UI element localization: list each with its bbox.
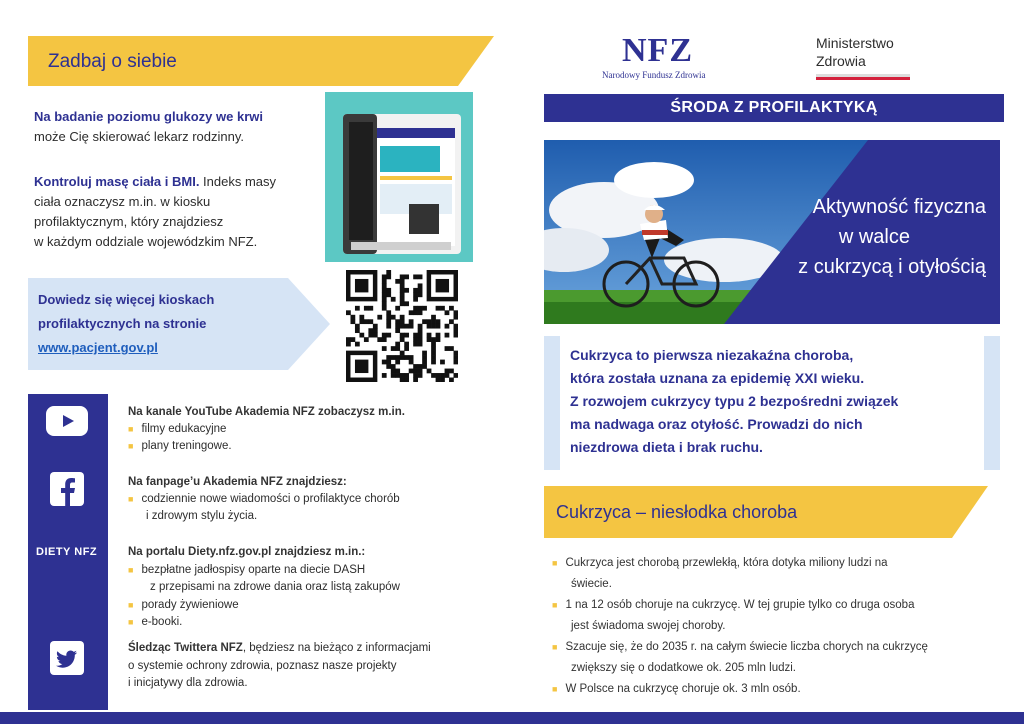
list-item: ■ e-booki. [128, 616, 183, 628]
diety-title: Na portalu Diety.nfz.gov.pl znajdziesz m.in.: [128, 546, 366, 558]
twitter-bold: Śledząc Twittera NFZ [128, 642, 243, 654]
kiosk-info-box [28, 278, 330, 370]
intro-line1: Cukrzyca to pierwsza niezakaźna choroba, [570, 347, 854, 363]
bottom-strip [0, 712, 1024, 724]
bmi-text [34, 172, 276, 252]
facebook-icon[interactable] [50, 472, 84, 506]
ministry-line1: Ministerstwo [816, 35, 894, 51]
cyclist-photo [544, 140, 1000, 324]
section-banner [544, 486, 988, 538]
fanpage-section [128, 474, 400, 525]
twitter-rest-3: i inicjatywy dla zdrowia. [128, 677, 248, 689]
kiosk-photo [325, 92, 473, 262]
list-item-continued: z przepisami na zdrowe dania oraz listą zakupów [150, 581, 400, 593]
nfz-logo [600, 32, 730, 84]
list-item-continued: zwiększy się o dodatkowe ok. 205 mln ludzi. [571, 662, 796, 674]
intro-line5: niezdrowa dieta i brak ruchu. [570, 439, 763, 455]
glucose-rest: może Cię skierować lekarz rodzinny. [34, 129, 244, 144]
left-banner-title: Zadbaj o siebie [48, 51, 177, 72]
nfz-logo-subtitle: Narodowy Fundusz Zdrowia [602, 70, 706, 80]
hero-title-line1: Aktywność fizyczna [812, 196, 986, 218]
list-item: ■ bezpłatne jadłospisy oparte na diecie DASH [128, 563, 366, 576]
section-title: Cukrzyca – niesłodka choroba [556, 502, 798, 522]
youtube-icon[interactable] [46, 406, 88, 436]
list-item: ■ W Polsce na cukrzycę choruje ok. 3 mln osób. [552, 683, 801, 695]
intro-line2: która została uznana za epidemię XXI wieku. [570, 370, 865, 386]
kiosk-info-line1: Dowiedz się więcej kioskach [38, 292, 215, 307]
qr-code-graphic [346, 270, 458, 382]
intro-line4: ma nadwaga oraz otyłość. Prowadzi do nich [570, 416, 863, 432]
diety-section [128, 544, 400, 632]
hero-title-line2: w walce [838, 226, 910, 248]
twitter-rest-2: o systemie ochrony zdrowia, poznasz nasze projekty [128, 659, 397, 672]
bmi-rest-2: ciała oznaczysz m.in. w kiosku [34, 194, 211, 209]
youtube-section [128, 404, 405, 455]
bmi-rest-4: w każdym oddziale wojewódzkim NFZ. [34, 234, 258, 249]
diabetes-facts [552, 553, 928, 700]
bmi-rest-3: profilaktycznym, który znajdziesz [34, 214, 224, 229]
glucose-bold: Na badanie poziomu glukozy we krwi [34, 109, 263, 124]
twitter-rest-1: , będziesz na bieżąco z informacjami [242, 642, 431, 654]
sroda-bar [544, 94, 1004, 122]
fanpage-title: Na fanpage’u Akademia NFZ znajdziesz: [128, 476, 347, 488]
hero-title-line3: z cukrzycą i otyłością [798, 256, 986, 278]
bmi-rest-1: Indeks masy [199, 174, 277, 189]
ministry-logo [816, 34, 916, 84]
list-item: ■ porady żywieniowe [128, 598, 239, 611]
twitter-icon[interactable] [50, 641, 84, 675]
list-item-continued: jest świadoma swojej choroby. [571, 620, 726, 632]
left-banner [28, 36, 494, 86]
intro-text [570, 344, 898, 459]
list-item: ■ plany treningowe. [128, 440, 232, 452]
list-item: ■ Cukrzyca jest chorobą przewlekłą, która dotyka miliony ludzi na [552, 557, 888, 569]
qr-code[interactable] [346, 270, 458, 382]
list-item: ■ codziennie nowe wiadomości o profilaktyce chorób [128, 493, 400, 505]
sroda-title: ŚRODA Z PROFILAKTYKĄ [670, 99, 878, 116]
ministry-line2: Zdrowia [816, 53, 866, 69]
list-item: ■ 1 na 12 osób choruje na cukrzycę. W tej grupie tylko co druga osoba [552, 599, 915, 611]
list-item: ■ Szacuje się, że do 2035 r. na całym świecie liczba chorych na cukrzycę [552, 641, 928, 653]
intro-box-left-bar [544, 336, 560, 470]
intro-box-right-bar [984, 336, 1000, 470]
kiosk-info-line2: profilaktycznych na stronie [38, 316, 207, 331]
diety-logo[interactable]: DIETY NFZ [36, 546, 98, 558]
nfz-logo-text: NFZ [622, 32, 693, 69]
glucose-text [34, 107, 263, 147]
list-item-continued: i zdrowym stylu życia. [146, 510, 258, 522]
intro-line3: Z rozwojem cukrzycy typu 2 bezpośredni związek [570, 393, 899, 409]
kiosk-link[interactable]: www.pacjent.gov.pl [38, 340, 158, 355]
bmi-bold: Kontroluj masę ciała i BMI. [34, 174, 200, 189]
youtube-title: Na kanale YouTube Akademia NFZ zobaczysz m.in. [128, 406, 405, 418]
list-item: ■ filmy edukacyjne [128, 423, 227, 435]
list-item-continued: świecie. [571, 578, 612, 590]
twitter-section [128, 640, 431, 693]
